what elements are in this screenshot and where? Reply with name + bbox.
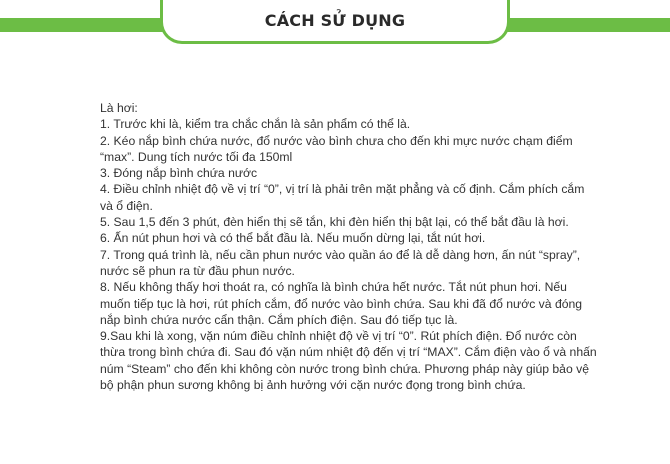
instructions-content — [100, 100, 600, 393]
step-7: 7. Trong quá trình là, nếu cần phun nước vào quần áo để là dễ dàng hơn, ấn nút “spray”, nước sẽ phun ra từ đầu phun nước. — [100, 247, 581, 278]
intro-line: Là hơi: — [100, 101, 138, 115]
step-5: 5. Sau 1,5 đến 3 phút, đèn hiển thị sẽ tắn, khi đèn hiển thị bật lại, có thể bắt đầu là hơi. — [100, 215, 569, 230]
step-3: 3. Đóng nắp bình chứa nước — [100, 166, 258, 181]
step-8: 8. Nếu không thấy hơi thoát ra, có nghĩa là bình chứa hết nước. Tắt nút phun hơi. Nếu muốn tiếp tục là hơi, rút phích cắm, đổ nước vào bình chứa. Sau khi đã đổ nước và đóng nắp bình chứa nước cẩn thận. Cắm phích điện. Sau đó tiếp tục là. — [100, 280, 583, 327]
step-6: 6. Ấn nút phun hơi và có thể bắt đầu là. Nếu muốn dừng lại, tắt nút hơi. — [100, 231, 486, 246]
page-title: CÁCH SỬ DỤNG — [264, 11, 406, 30]
step-2: 2. Kéo nắp bình chứa nước, đổ nước vào bình chưa cho đến khi mực nước chạm điểm “max”. Dung tích nước tối đa 150ml — [100, 133, 573, 164]
title-tab — [160, 0, 510, 44]
step-9: 9.Sau khi là xong, vặn núm điều chỉnh nhiệt độ về vị trí “0”. Rút phích điện. Đổ nước còn thừa trong bình chứa đi. Sau đó vặn núm nhiệt độ đến vị trí “MAX”. Cắm điện vào ổ và nhấn núm “Steam” cho đến khi không còn nước trong bình chứa. Phương pháp này giúp bảo vệ bộ phận phun sương không bị ảnh hưởng với cặn nước đọng trong bình chứa. — [100, 329, 597, 393]
step-4: 4. Điều chỉnh nhiệt độ về vị trí “0”, vị trí là phải trên mặt phẳng và cố định. Cắm phích cắm và ổ điện. — [100, 182, 585, 213]
step-1: 1. Trước khi là, kiểm tra chắc chắn là sản phẩm có thể là. — [100, 117, 411, 132]
